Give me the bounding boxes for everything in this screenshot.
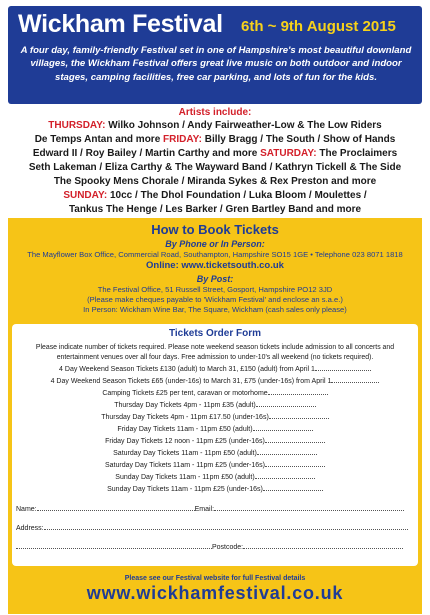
email-label: Email: xyxy=(194,506,215,513)
ticket-row[interactable]: 4 Day Weekend Season Tickets £65 (under-16s) to March 31, £75 (under-16s) from April 1 xyxy=(12,376,418,386)
artists-text: Billy Bragg / The South / Show of Hands xyxy=(201,134,396,145)
ticket-row[interactable]: 4 Day Weekend Season Tickets £130 (adult) to March 31, £150 (adult) from April 1 xyxy=(12,364,418,374)
ticket-row[interactable]: Friday Day Tickets 12 noon - 11pm £25 (under-16s) xyxy=(12,436,418,446)
ticket-row[interactable]: Friday Day Tickets 11am - 11pm £50 (adult) xyxy=(12,424,418,434)
quantity-field[interactable] xyxy=(268,388,328,395)
day-sunday: SUNDAY: xyxy=(63,190,108,201)
quantity-field[interactable] xyxy=(265,460,325,467)
artists-text: 10cc / The Dhol Foundation / Luka Bloom / Moulettes / xyxy=(107,190,367,201)
artists-line-5: The Spooky Mens Chorale / Miranda Sykes & Rex Preston and more xyxy=(53,176,377,187)
address-label: Address: xyxy=(16,525,44,532)
ticket-row[interactable]: Thursday Day Tickets 4pm - 11pm £35 (adult) xyxy=(12,400,418,410)
quantity-field[interactable] xyxy=(255,472,315,479)
footer-website-link[interactable]: www.wickhamfestival.co.uk xyxy=(86,583,344,603)
email-field[interactable] xyxy=(214,504,404,511)
in-person-note: In Person: Wickham Wine Bar, The Square, Wickham (cash sales only please) xyxy=(83,305,347,314)
ticket-order-form xyxy=(12,324,418,566)
artists-line-7: Tankus The Henge / Les Barker / Gren Bartley Band and more xyxy=(68,204,362,215)
festival-title: Wickham Festival xyxy=(18,10,223,38)
form-note: Please indicate number of tickets required. Please note weekend season tickets include admission to all concerts and entertainment venues over all four days. Free admission to under-10's all weekend (no tickets required). xyxy=(35,344,395,361)
artists-line-6 xyxy=(4,189,426,203)
form-heading: Tickets Order Form xyxy=(168,328,262,339)
artists-line-3 xyxy=(4,147,426,161)
quantity-field[interactable] xyxy=(315,364,371,371)
artists-line-2 xyxy=(4,133,426,147)
festival-intro: A four day, family-friendly Festival set in one of Hampshire's most beautiful downland villages, the Wickham Festival offers great live music on both outdoor and indoor stages, camping facilities, free car parking, and lots of fun for the kids. xyxy=(20,45,412,83)
footer-note: Please see our Festival website for full Festival details xyxy=(124,575,306,582)
name-label: Name: xyxy=(16,506,37,513)
artists-line-1 xyxy=(4,119,426,133)
artists-text: Wilko Johnson / Andy Fairweather-Low & The Low Riders xyxy=(105,120,382,131)
quantity-field[interactable] xyxy=(331,376,379,383)
artists-line-4: Seth Lakeman / Eliza Carthy & The Wayward Band / Kathryn Tickell & The Side xyxy=(28,162,402,173)
artists-text: De Temps Antan and more xyxy=(34,134,164,145)
post-cheque-note: (Please make cheques payable to 'Wickham Festival' and enclose an s.a.e.) xyxy=(87,295,343,304)
postcode-field[interactable] xyxy=(243,542,403,549)
quantity-field[interactable] xyxy=(263,484,323,491)
post-subheading: By Post: xyxy=(196,274,234,284)
ticket-row[interactable]: Saturday Day Tickets 11am - 11pm £25 (under-16s) xyxy=(12,460,418,470)
header-banner xyxy=(8,6,422,104)
phone-details: The Mayflower Box Office, Commercial Road, Southampton, Hampshire SO15 1GE • Telephone 023 8071 1818 xyxy=(27,250,403,259)
name-field[interactable] xyxy=(37,504,195,511)
address-row xyxy=(16,523,408,533)
ticket-row[interactable]: Thursday Day Tickets 4pm - 11pm £17.50 (under-16s) xyxy=(12,412,418,422)
quantity-field[interactable] xyxy=(265,436,325,443)
quantity-field[interactable] xyxy=(269,412,329,419)
postcode-label: Postcode: xyxy=(212,544,244,551)
artists-text: Edward II / Roy Bailey / Martin Carthy and more xyxy=(32,148,261,159)
ticket-row[interactable]: Saturday Day Tickets 11am - 11pm £50 (adult) xyxy=(12,448,418,458)
artists-heading: Artists include: xyxy=(178,107,252,118)
online-booking-link[interactable]: Online: www.ticketsouth.co.uk xyxy=(146,260,284,271)
artists-section xyxy=(4,106,426,217)
name-email-row xyxy=(16,504,404,514)
phone-subheading: By Phone or In Person: xyxy=(165,239,265,249)
ticket-row[interactable]: Camping Tickets £25 per tent, caravan or motorhome xyxy=(12,388,418,398)
ticket-row[interactable]: Sunday Day Tickets 11am - 11pm £50 (adult) xyxy=(12,472,418,482)
quantity-field[interactable] xyxy=(256,400,316,407)
postcode-row xyxy=(16,542,403,552)
ticket-row[interactable]: Sunday Day Tickets 11am - 11pm £25 (under-16s) xyxy=(12,484,418,494)
booking-heading: How to Book Tickets xyxy=(151,222,279,237)
quantity-field[interactable] xyxy=(253,424,313,431)
day-thursday: THURSDAY: xyxy=(48,120,106,131)
day-saturday: SATURDAY: xyxy=(260,148,317,159)
address-field-line-2[interactable] xyxy=(16,542,212,549)
day-friday: FRIDAY: xyxy=(163,134,202,145)
address-field[interactable] xyxy=(44,523,408,530)
festival-dates: 6th ~ 9th August 2015 xyxy=(241,18,396,35)
quantity-field[interactable] xyxy=(257,448,317,455)
artists-text: The Proclaimers xyxy=(316,148,398,159)
post-address: The Festival Office, 51 Russell Street, Gosport, Hampshire PO12 3JD xyxy=(97,285,333,294)
